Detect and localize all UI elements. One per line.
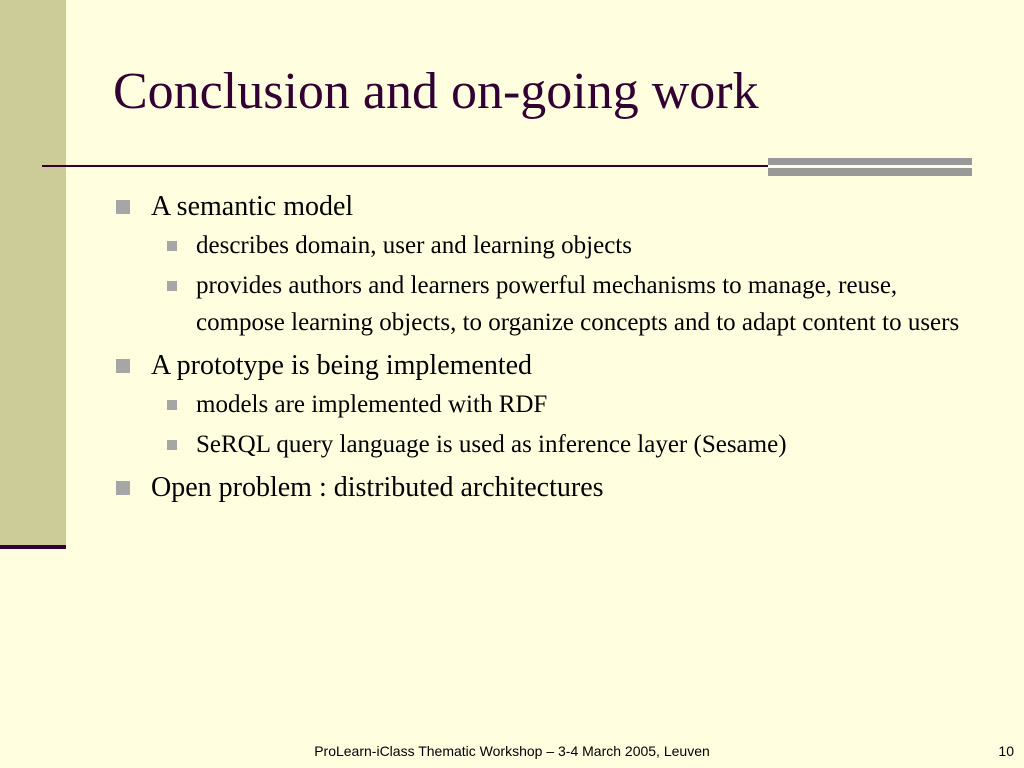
accent-stripe: [768, 158, 972, 165]
square-bullet-icon: [167, 440, 177, 450]
title-accent-stripes: [768, 158, 972, 179]
sub-bullet-text: describes domain, user and learning objects: [196, 232, 632, 259]
bullet-text: A semantic model: [151, 191, 354, 222]
bullet-text: A prototype is being implemented: [151, 350, 533, 381]
square-bullet-icon: [167, 241, 177, 251]
sub-bullet-item: [113, 386, 973, 423]
sub-bullet-item: [113, 227, 973, 264]
square-bullet-icon: [116, 200, 130, 214]
square-bullet-icon: [116, 481, 130, 495]
accent-stripe: [768, 168, 972, 176]
title-underline: [42, 165, 768, 167]
sub-bullet-text: models are implemented with RDF: [196, 391, 548, 418]
bullet-item: [113, 190, 973, 224]
bullet-list: [113, 190, 973, 505]
sub-bullet-item: [113, 267, 973, 341]
slide-title: Conclusion and on-going work: [113, 63, 759, 120]
square-bullet-icon: [167, 281, 177, 291]
left-band-rule: [0, 545, 66, 549]
page-number: 10: [998, 743, 1014, 759]
square-bullet-icon: [167, 400, 177, 410]
sub-bullet-text: SeRQL query language is used as inference layer (Sesame): [196, 431, 787, 458]
bullet-item: [113, 349, 973, 383]
slide-footer: ProLearn-iClass Thematic Workshop – 3-4 March 2005, Leuven: [314, 743, 710, 759]
sub-bullet-text: provides authors and learners powerful mechanisms to manage, reuse, compose learning objects, to organize concepts and to adapt content to users: [196, 272, 960, 336]
square-bullet-icon: [116, 359, 130, 373]
sub-bullet-item: [113, 426, 973, 463]
bullet-item: [113, 471, 973, 505]
left-decorative-band: [0, 0, 66, 545]
bullet-text: Open problem : distributed architectures: [151, 472, 604, 503]
